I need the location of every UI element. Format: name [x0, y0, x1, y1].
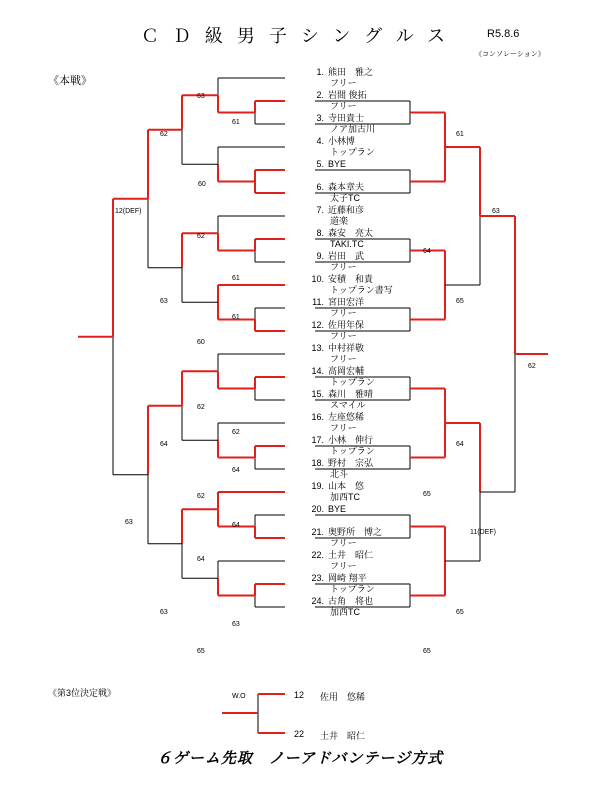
- player-number: 19.: [311, 481, 324, 491]
- player-team: トップラン書写: [330, 285, 393, 295]
- match-score: 63: [125, 519, 133, 526]
- player-team: 北斗: [330, 469, 349, 479]
- player-number: 5.: [316, 159, 324, 169]
- consolation-score: 65: [456, 298, 464, 305]
- player-entry: [300, 320, 364, 342]
- player-name: 左座悠稀: [328, 412, 365, 422]
- player-entry: [300, 435, 375, 457]
- player-entry: [300, 136, 375, 158]
- player-team: 加西TC: [330, 607, 360, 617]
- player-entry: [300, 458, 373, 480]
- player-entry: [300, 159, 346, 170]
- match-score: 64: [232, 522, 240, 529]
- player-name: 中村祥敬: [328, 343, 365, 353]
- player-team: トップラン: [330, 147, 375, 157]
- player-number: 9.: [316, 251, 324, 261]
- player-name: 岩間 俊拓: [328, 90, 367, 100]
- player-name: 熊田 雅之: [328, 67, 374, 77]
- match-score: 63: [197, 93, 205, 100]
- main-draw-label: 《本戦》: [48, 75, 92, 87]
- consolation-score: 61: [456, 131, 464, 138]
- player-name: 宮田宏洋: [328, 297, 365, 307]
- consolation-score: 65: [456, 609, 464, 616]
- player-entry: [300, 274, 393, 296]
- player-team: フリー: [330, 423, 357, 433]
- consolation-score: 65: [423, 648, 431, 655]
- player-number: 8.: [316, 228, 324, 238]
- player-team: 太子TC: [330, 193, 360, 203]
- player-name: 高岡宏輔: [328, 366, 365, 376]
- consolation-score: 64: [456, 441, 464, 448]
- player-team: フリー: [330, 308, 357, 318]
- player-name: BYE: [328, 504, 347, 514]
- player-name: 安積 和貴: [328, 274, 374, 284]
- player-number: 21.: [311, 527, 324, 537]
- format-note: ６ゲーム先取 ノーアドバンテージ方式: [156, 750, 444, 767]
- player-entry: [300, 205, 364, 227]
- player-entry: [300, 90, 367, 112]
- player-number: 4.: [316, 136, 324, 146]
- player-team: フリー: [330, 262, 357, 272]
- match-score: 64: [160, 441, 168, 448]
- match-score: 64: [232, 467, 240, 474]
- player-team: フリー: [330, 561, 357, 571]
- match-score: 62: [232, 429, 240, 436]
- player-name: 古角 将也: [328, 596, 374, 606]
- player-entry: [300, 596, 373, 618]
- player-team: スマイル: [330, 400, 366, 410]
- player-name: 小林 伸行: [328, 435, 374, 445]
- third-place-label: 《第3位決定戦》: [48, 688, 117, 698]
- player-number: 7.: [316, 205, 324, 215]
- third-place-player2-name: 土井 昭仁: [320, 731, 366, 741]
- player-name: 森安 亮太: [328, 228, 374, 238]
- player-team: フリー: [330, 331, 357, 341]
- match-score: 63: [232, 621, 240, 628]
- third-place-player1-no: 12: [294, 690, 305, 700]
- match-score: 63: [160, 609, 168, 616]
- player-entry: [300, 343, 364, 365]
- match-score: 60: [198, 181, 206, 188]
- player-name: 小林博: [328, 136, 356, 146]
- player-entry: [300, 67, 373, 89]
- player-team: トップラン: [330, 446, 375, 456]
- match-score: 64: [197, 556, 205, 563]
- third-place-player1-name: 佐用 悠稀: [320, 692, 366, 702]
- player-entry: [300, 504, 346, 515]
- player-number: 18.: [311, 458, 324, 468]
- match-score: 61: [232, 119, 240, 126]
- player-number: 1.: [316, 67, 324, 77]
- match-score: 62: [197, 493, 205, 500]
- player-entry: [300, 389, 373, 411]
- third-place-player2-no: 22: [294, 729, 305, 739]
- third-place-result: W.O: [232, 693, 246, 700]
- player-name: 岩田 武: [328, 251, 365, 261]
- match-score: 61: [232, 314, 240, 321]
- player-entry: [300, 366, 375, 388]
- player-number: 2.: [316, 90, 324, 100]
- match-score: 60: [197, 339, 205, 346]
- player-entry: [300, 251, 364, 273]
- consolation-score: 62: [528, 363, 536, 370]
- page-title: ＣＤ級男子シングルス: [140, 26, 460, 46]
- player-number: 20.: [311, 504, 324, 514]
- player-team: フリー: [330, 78, 357, 88]
- player-entry: [300, 573, 375, 595]
- match-score: 62: [197, 233, 205, 240]
- player-entry: [300, 412, 364, 434]
- player-entry: [300, 113, 375, 135]
- player-team: トップラン: [330, 584, 375, 594]
- match-score: 61: [232, 275, 240, 282]
- player-team: TAKI.TC: [330, 239, 364, 249]
- player-name: 山本 悠: [328, 481, 365, 491]
- player-name: 森本章夫: [328, 182, 365, 192]
- player-team: 道楽: [330, 216, 349, 226]
- player-number: 22.: [311, 550, 324, 560]
- player-team: トップラン: [330, 377, 375, 387]
- player-name: 寺田貴士: [328, 113, 365, 123]
- player-name: 佐用年保: [328, 320, 365, 330]
- player-number: 23.: [311, 573, 324, 583]
- player-entry: [300, 182, 364, 204]
- player-name: 近藤和彦: [328, 205, 365, 215]
- match-score: 65: [197, 648, 205, 655]
- match-score: 63: [160, 298, 168, 305]
- player-team: フリー: [330, 101, 357, 111]
- match-score: 12(DEF): [115, 208, 142, 215]
- player-name: 奥野所 博之: [328, 527, 383, 537]
- player-number: 3.: [316, 113, 324, 123]
- consolation-score: 11(DEF): [470, 529, 496, 536]
- player-entry: [300, 228, 373, 250]
- player-number: 12.: [311, 320, 324, 330]
- consolation-score: 65: [423, 491, 431, 498]
- player-number: 15.: [311, 389, 324, 399]
- player-name: 森川 雅晴: [328, 389, 374, 399]
- player-entry: [300, 550, 373, 572]
- consolation-label: 《コンソレーション》: [475, 51, 545, 58]
- player-number: 6.: [316, 182, 324, 192]
- player-name: BYE: [328, 159, 347, 169]
- player-team: 加西TC: [330, 492, 360, 502]
- player-number: 11.: [312, 297, 324, 307]
- match-score: 62: [197, 404, 205, 411]
- match-score: 62: [160, 131, 168, 138]
- consolation-score: 63: [492, 208, 500, 215]
- player-name: 岡崎 翔平: [328, 573, 367, 583]
- event-date: R5.8.6: [487, 28, 520, 40]
- player-team: フリー: [330, 354, 357, 364]
- player-number: 16.: [311, 412, 324, 422]
- player-number: 24.: [311, 596, 324, 606]
- player-number: 17.: [311, 435, 324, 445]
- player-entry: [300, 527, 382, 549]
- player-number: 10.: [311, 274, 324, 284]
- player-entry: [300, 481, 364, 503]
- player-name: 土井 昭仁: [328, 550, 374, 560]
- player-team: フリー: [330, 538, 357, 548]
- player-number: 14.: [311, 366, 324, 376]
- player-entry: [300, 297, 364, 319]
- player-team: ノア加古川: [330, 124, 376, 134]
- consolation-score: 64: [423, 248, 431, 255]
- player-name: 野村 宗弘: [328, 458, 374, 468]
- player-number: 13.: [311, 343, 324, 353]
